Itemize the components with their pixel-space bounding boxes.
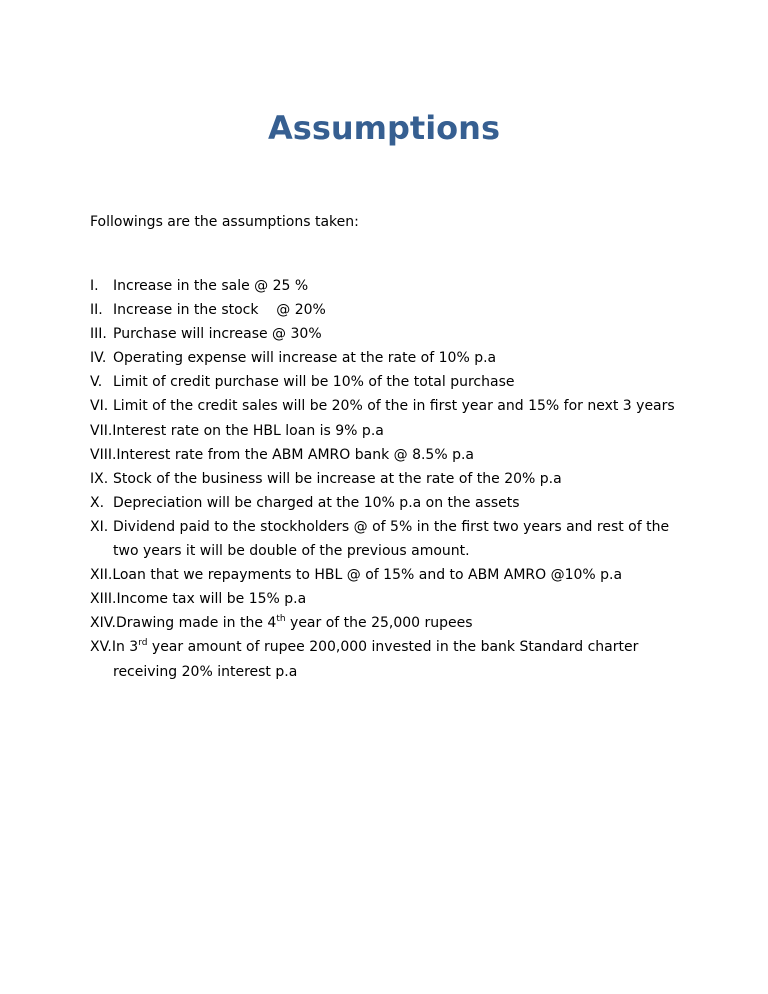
item-text: Interest rate on the HBL loan is 9% p.a [112,422,384,439]
item-number: IV. [90,350,107,367]
item-text-after: year amount of rupee 200,000 invested in the bank Standard charter [147,639,639,656]
item-number: XIV. [90,615,116,632]
list-item [90,419,690,443]
assumptions-list [90,274,690,684]
item-text: Purchase will increase @ 30% [113,326,322,343]
item-text: Operating expense will increase at the rate of 10% p.a [113,350,497,367]
item-number: XII. [90,567,113,584]
list-item [90,491,690,515]
item-text-continued: two years it will be double of the previous amount. [113,543,470,560]
list-item [90,298,690,322]
item-text: Stock of the business will be increase at the rate of the 20% p.a [113,470,562,487]
intro-text: Followings are the assumptions taken: [90,214,359,230]
list-item [90,443,690,467]
item-text: Drawing made in the 4 [115,615,277,632]
list-item [90,274,690,298]
item-number: I. [90,278,99,294]
list-item [90,515,690,563]
item-text: Interest rate from the ABM AMRO bank @ 8.5% p.a [116,446,475,463]
item-text-continued: receiving 20% interest p.a [113,663,298,680]
list-item [90,587,690,611]
list-item [90,346,690,370]
item-number: XV. [90,639,112,656]
item-number: III. [90,326,107,343]
list-item [90,611,690,635]
item-number: X. [90,494,105,511]
item-text: Dividend paid to the stockholders @ of 5% in the first two years and rest of the [113,518,670,535]
page-title: Assumptions [268,109,500,147]
ordinal-superscript: rd [138,638,148,649]
item-number: XI. [90,518,109,535]
list-item [90,635,690,683]
item-number: VIII. [90,446,117,463]
item-text: Limit of the credit sales will be 20% of the in first year and 15% for next 3 years [113,398,675,415]
list-item [90,563,690,587]
item-number: V. [90,374,103,391]
list-item [90,467,690,491]
list-item [90,370,690,394]
item-number: II. [90,302,103,319]
item-number: XIII. [90,591,117,608]
item-number: IX. [90,470,109,487]
item-text-after: year of the 25,000 rupees [285,615,473,632]
item-text: Loan that we repayments to HBL @ of 15% and to ABM AMRO @10% p.a [112,567,623,584]
list-item [90,322,690,346]
item-text: Limit of credit purchase will be 10% of the total purchase [113,374,515,391]
item-number: VI. [90,398,109,415]
item-text: In 3 [111,639,139,656]
item-text: Income tax will be 15% p.a [116,591,307,608]
list-item [90,394,690,418]
ordinal-superscript: th [276,614,286,625]
item-text: Depreciation will be charged at the 10% p.a on the assets [113,494,520,511]
item-text: Increase in the sale @ 25 % [113,278,309,294]
item-number: VII. [90,422,113,439]
item-text: Increase in the stock @ 20% [113,302,326,319]
